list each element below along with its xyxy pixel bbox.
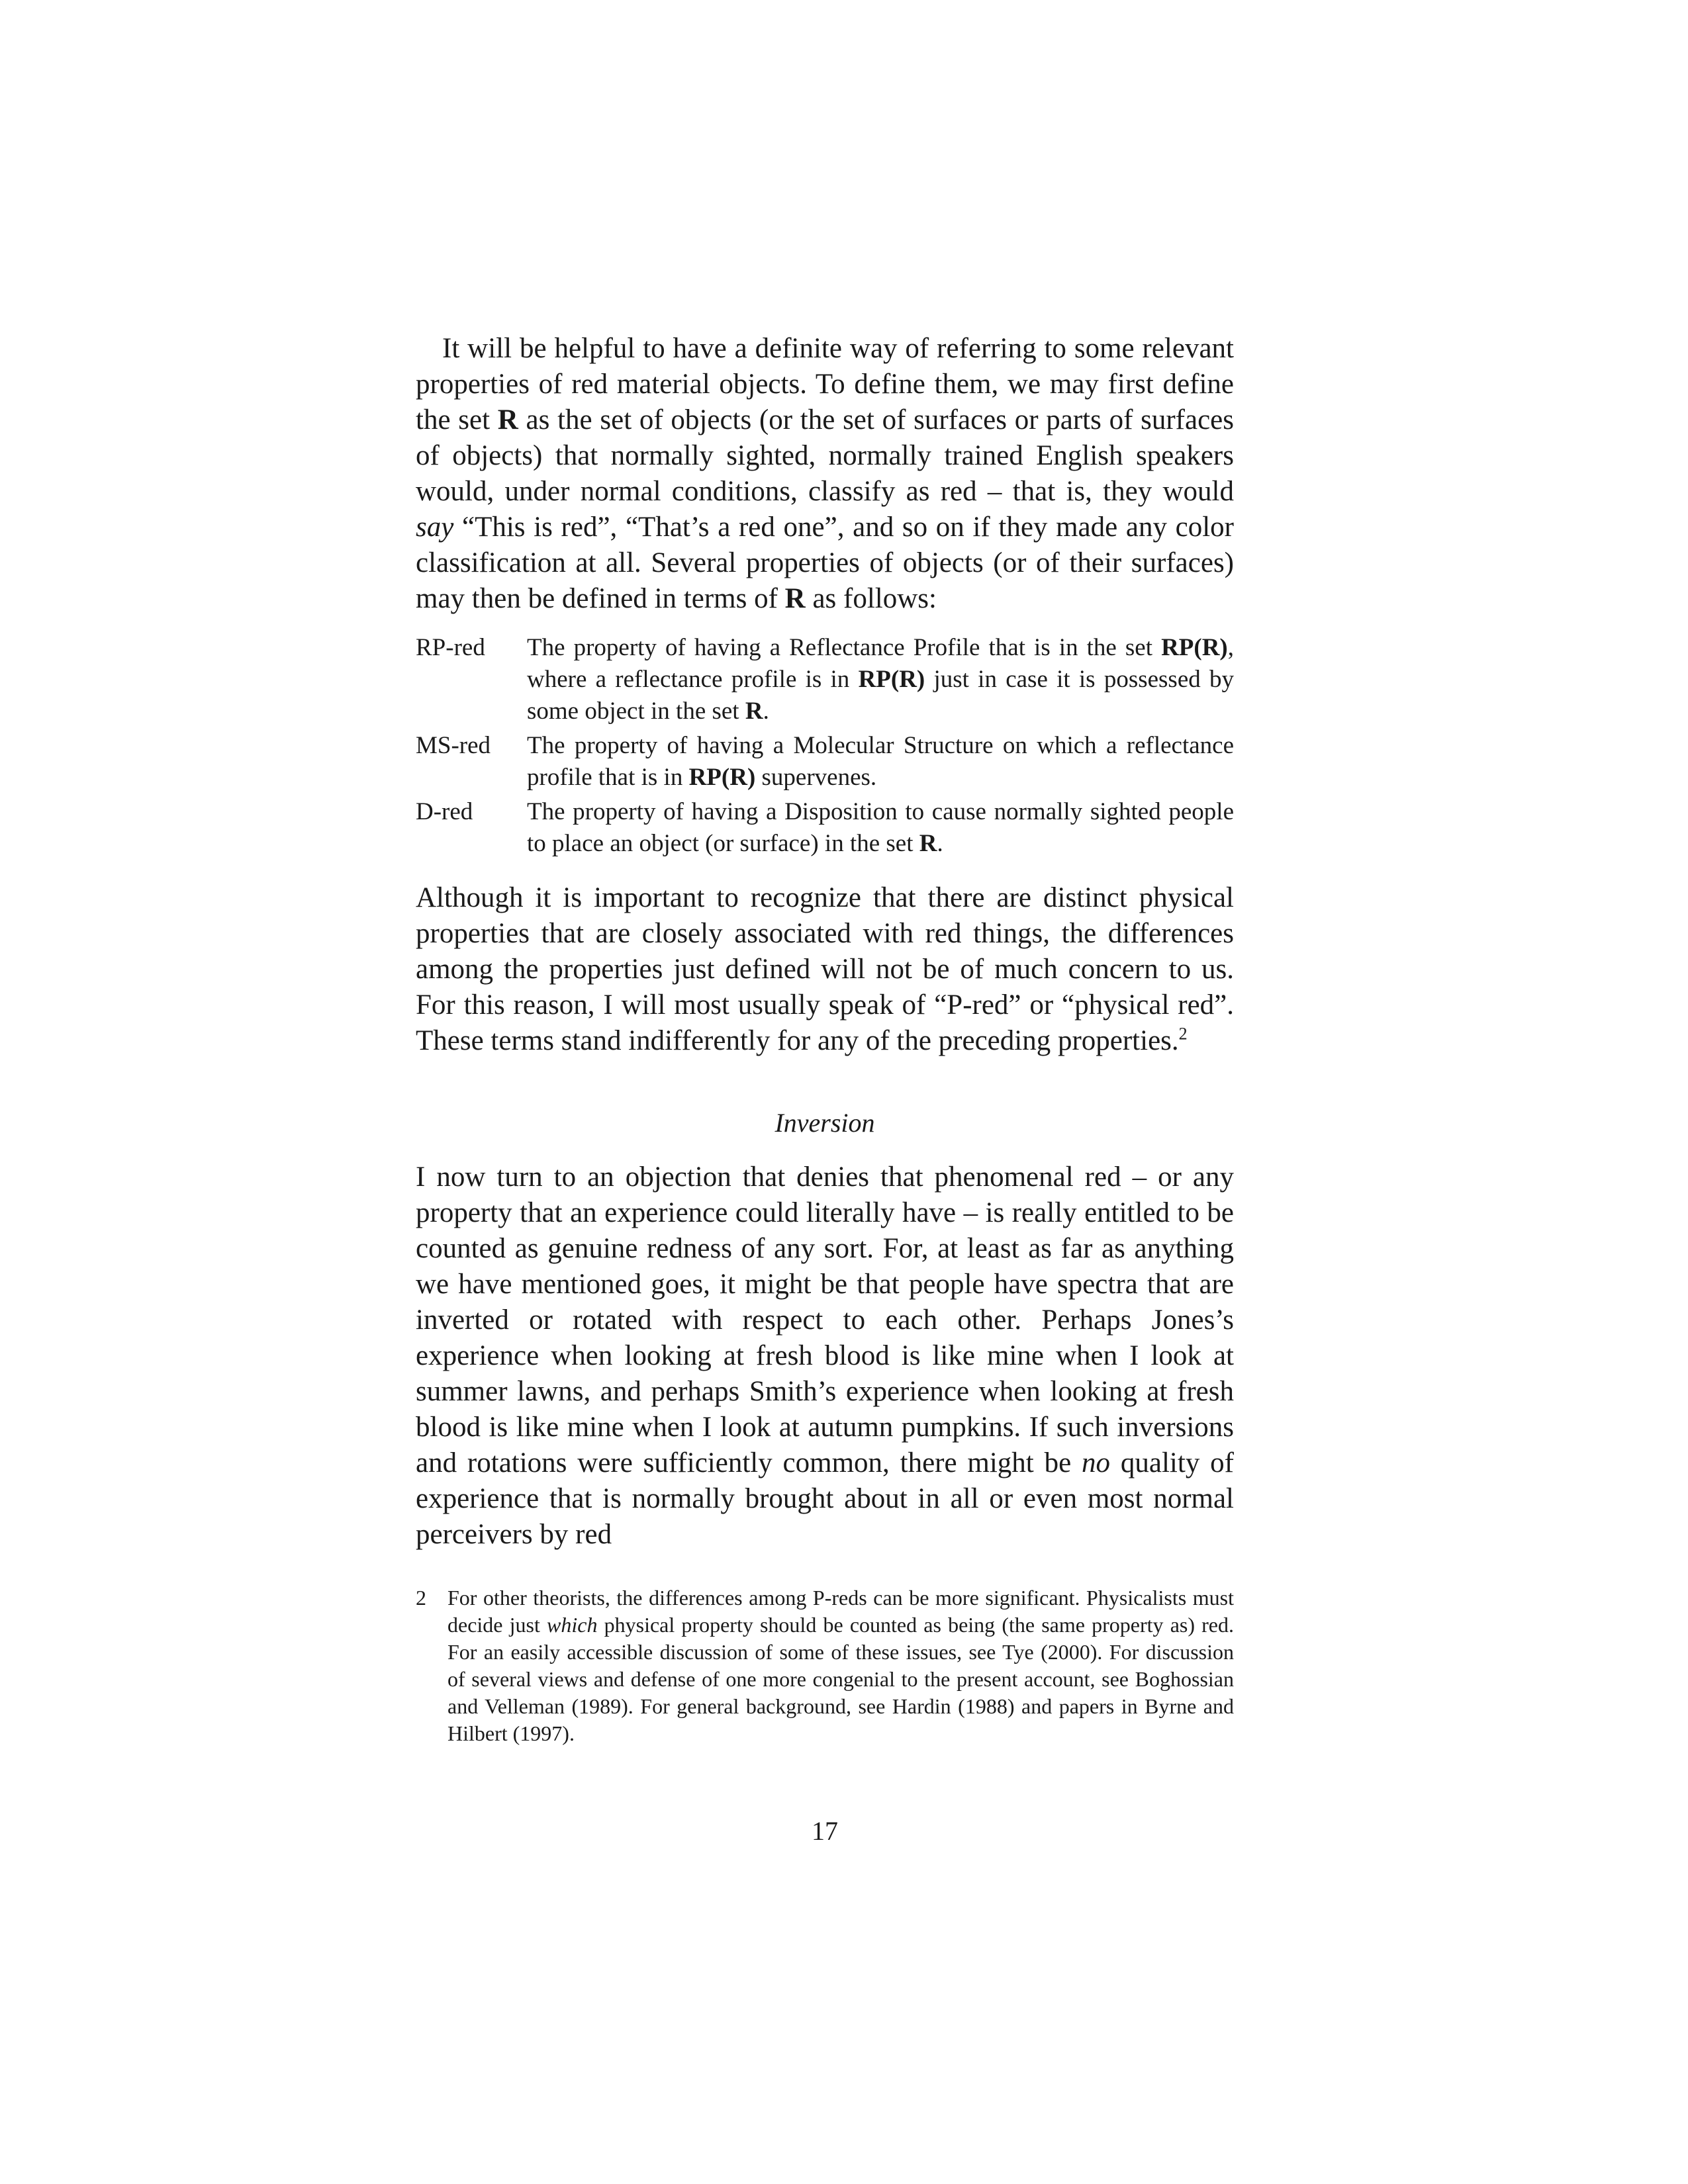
definition-body bbox=[527, 632, 1234, 727]
footnote-reference[interactable]: 2 bbox=[1178, 1024, 1188, 1044]
emphasis: say bbox=[416, 512, 454, 543]
set-symbol: R bbox=[497, 404, 518, 435]
paragraph-physical-red bbox=[416, 880, 1234, 1059]
text-span: It will be helpful to have a definite way of referring to some relevant properties of red material objects. To define them, we may first define the set bbox=[416, 333, 1234, 435]
text-span: The property of having a Reflectance Profile that is in the set bbox=[527, 634, 1162, 661]
text-span: supervenes. bbox=[755, 764, 877, 791]
set-symbol: RP(R) bbox=[858, 666, 925, 693]
text-span: I now turn to an objection that denies that phenomenal red – or any property that an experience could literally have – is really entitled to be counted as genuine redness of any sort. For, at least as far as anything we have mentioned goes, it might be that people have spectra that are inverted or rotated with respect to each other. Perhaps Jones’s experience when looking at fresh blood is like mine when I look at summer lawns, and perhaps Smith’s experience when looking at fresh blood is like mine when I look at autumn pumpkins. If such inversions and rotations were sufficiently common, there might be bbox=[416, 1161, 1234, 1479]
emphasis: no bbox=[1082, 1447, 1111, 1479]
definition-d-red bbox=[416, 796, 1234, 860]
page-number: 17 bbox=[812, 1816, 838, 1846]
set-symbol: R bbox=[919, 830, 937, 857]
definition-term: RP-red bbox=[416, 634, 485, 661]
set-symbol: RP(R) bbox=[688, 764, 756, 791]
text-span: quality of experience that is normally brought about in all or even most normal perceivers by red bbox=[416, 1447, 1234, 1550]
footnote bbox=[416, 1584, 1234, 1747]
footnote-text bbox=[447, 1584, 1234, 1747]
definition-term: MS-red bbox=[416, 732, 491, 759]
text-span: The property of having a Disposition to cause normally sighted people to place an object (or surface) in the set bbox=[527, 798, 1234, 857]
definition-list bbox=[416, 632, 1234, 860]
set-symbol: RP(R) bbox=[1161, 634, 1228, 661]
emphasis: which bbox=[547, 1613, 598, 1637]
footnote-number: 2 bbox=[416, 1586, 426, 1610]
definition-rp-red bbox=[416, 632, 1234, 727]
text-span: . bbox=[937, 830, 943, 857]
section-heading: Inversion bbox=[774, 1108, 875, 1138]
text-span: physical property should be counted as being (the same property as) red. For an easily accessible discussion of some of these issues, see Tye (2000). For discussion of several views and defense of one more congenial to the present account, see Boghossian and Velleman (1989). For general background, see Hardin (1988) and papers in Byrne and Hilbert (1997). bbox=[447, 1613, 1235, 1745]
text-span: just in case it is possessed by some object in the set bbox=[527, 666, 1234, 725]
text-span: as follows: bbox=[805, 583, 937, 614]
paragraph-intro bbox=[416, 331, 1234, 617]
definition-body bbox=[527, 796, 1234, 860]
definition-body bbox=[527, 730, 1234, 794]
set-symbol: R bbox=[784, 583, 806, 614]
definition-ms-red bbox=[416, 730, 1234, 794]
set-symbol: R bbox=[745, 698, 763, 725]
text-span: as the set of objects (or the set of surfaces or parts of surfaces of objects) that normally sighted, normally trained English speakers would, under normal conditions, classify as red – that is, they would bbox=[416, 404, 1234, 507]
text-span: For other theorists, the differences among P-reds can be more significant. Physicalists must decide just bbox=[447, 1586, 1234, 1637]
paragraph-inversion bbox=[416, 1160, 1234, 1553]
text-span: “This is red”, “That’s a red one”, and so on if they made any color classification at all. Several properties of objects (or of their surfaces) may then be defined in terms of bbox=[416, 512, 1234, 614]
text-span: . bbox=[763, 698, 769, 725]
text-span: Although it is important to recognize that there are distinct physical properties that are closely associated with red things, the differences among the properties just defined will not be of much concern to us. For this reason, I will most usually speak of “P-red” or “physical red”. These terms stand indifferently for any of the preceding properties. bbox=[416, 882, 1234, 1056]
text-span: , where a reflectance profile is in bbox=[527, 634, 1234, 693]
text-span: The property of having a Molecular Structure on which a reflectance profile that is in bbox=[527, 732, 1234, 791]
definition-term: D-red bbox=[416, 798, 473, 825]
